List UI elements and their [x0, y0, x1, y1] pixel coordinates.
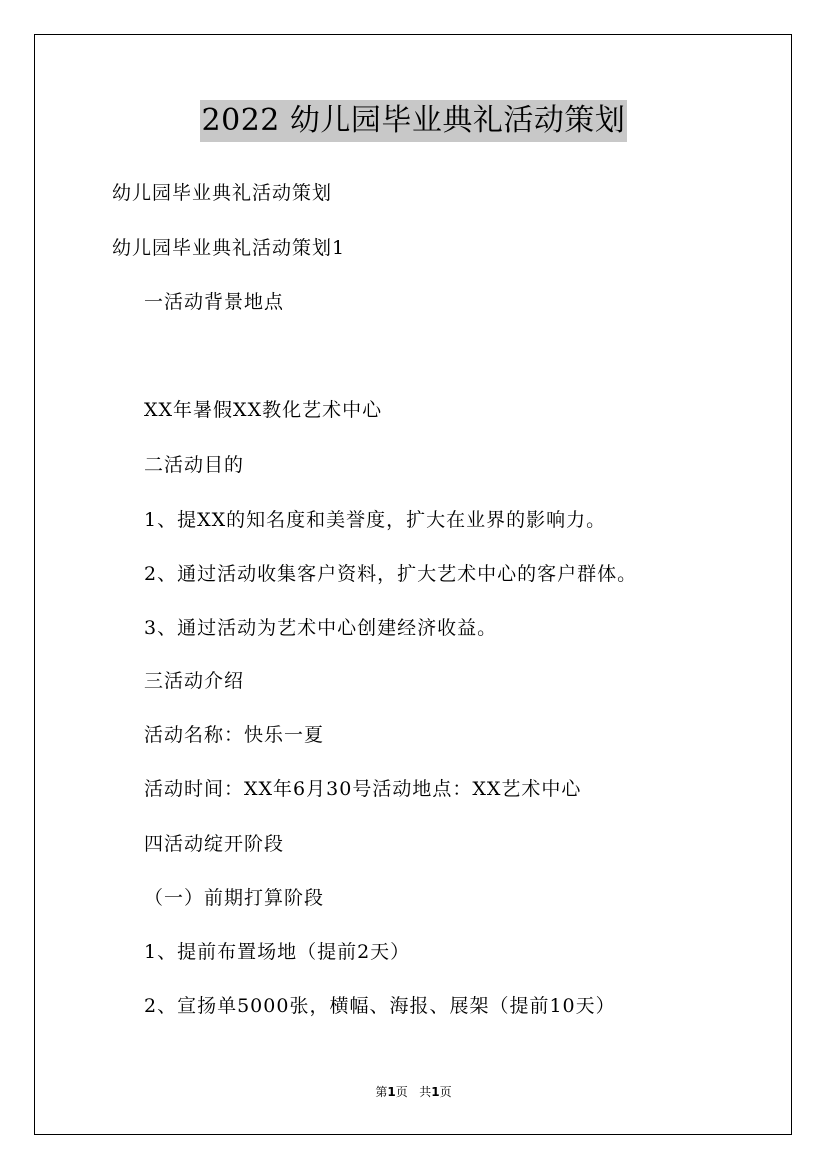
doc-line-section-3: 三活动介绍 — [144, 670, 245, 692]
doc-line-step-1: 1、提前布置场地（提前2天） — [144, 941, 411, 963]
doc-line-activity-name: 活动名称：快乐一夏 — [144, 724, 325, 746]
doc-line-goal-3: 3、通过活动为艺术中心创建经济收益。 — [144, 617, 498, 639]
doc-line-goal-1: 1、提XX的知名度和美誉度，扩大在业界的影响力。 — [144, 509, 607, 531]
doc-line-phase-1: （一）前期打算阶段 — [144, 887, 325, 909]
document-title: 2022 幼儿园毕业典礼活动策划 — [200, 100, 628, 142]
footer-page-suffix: 页 — [395, 1085, 408, 1099]
doc-line-activity-time: 活动时间：XX年6月30号活动地点：XX艺术中心 — [144, 778, 582, 800]
doc-line-location: XX年暑假XX教化艺术中心 — [144, 399, 383, 421]
footer-total-number: 1 — [431, 1085, 440, 1099]
doc-line-heading: 幼儿园毕业典礼活动策划1 — [112, 237, 346, 259]
footer-page-prefix: 第 — [375, 1085, 388, 1099]
footer-total-prefix: 共 — [419, 1085, 432, 1099]
doc-line-section-2: 二活动目的 — [144, 454, 245, 476]
footer-page-number: 1 — [387, 1085, 396, 1099]
doc-line-section-4: 四活动绽开阶段 — [144, 833, 285, 855]
page-footer — [0, 1084, 827, 1100]
footer-total-suffix: 页 — [439, 1085, 452, 1099]
doc-line-step-2: 2、宣扬单5000张，横幅、海报、展架（提前10天） — [144, 995, 616, 1017]
doc-line-goal-2: 2、通过活动收集客户资料，扩大艺术中心的客户群体。 — [144, 563, 638, 585]
doc-line-subtitle: 幼儿园毕业典礼活动策划 — [112, 182, 333, 204]
title-container — [0, 100, 827, 142]
doc-line-section-1: 一活动背景地点 — [144, 291, 285, 313]
